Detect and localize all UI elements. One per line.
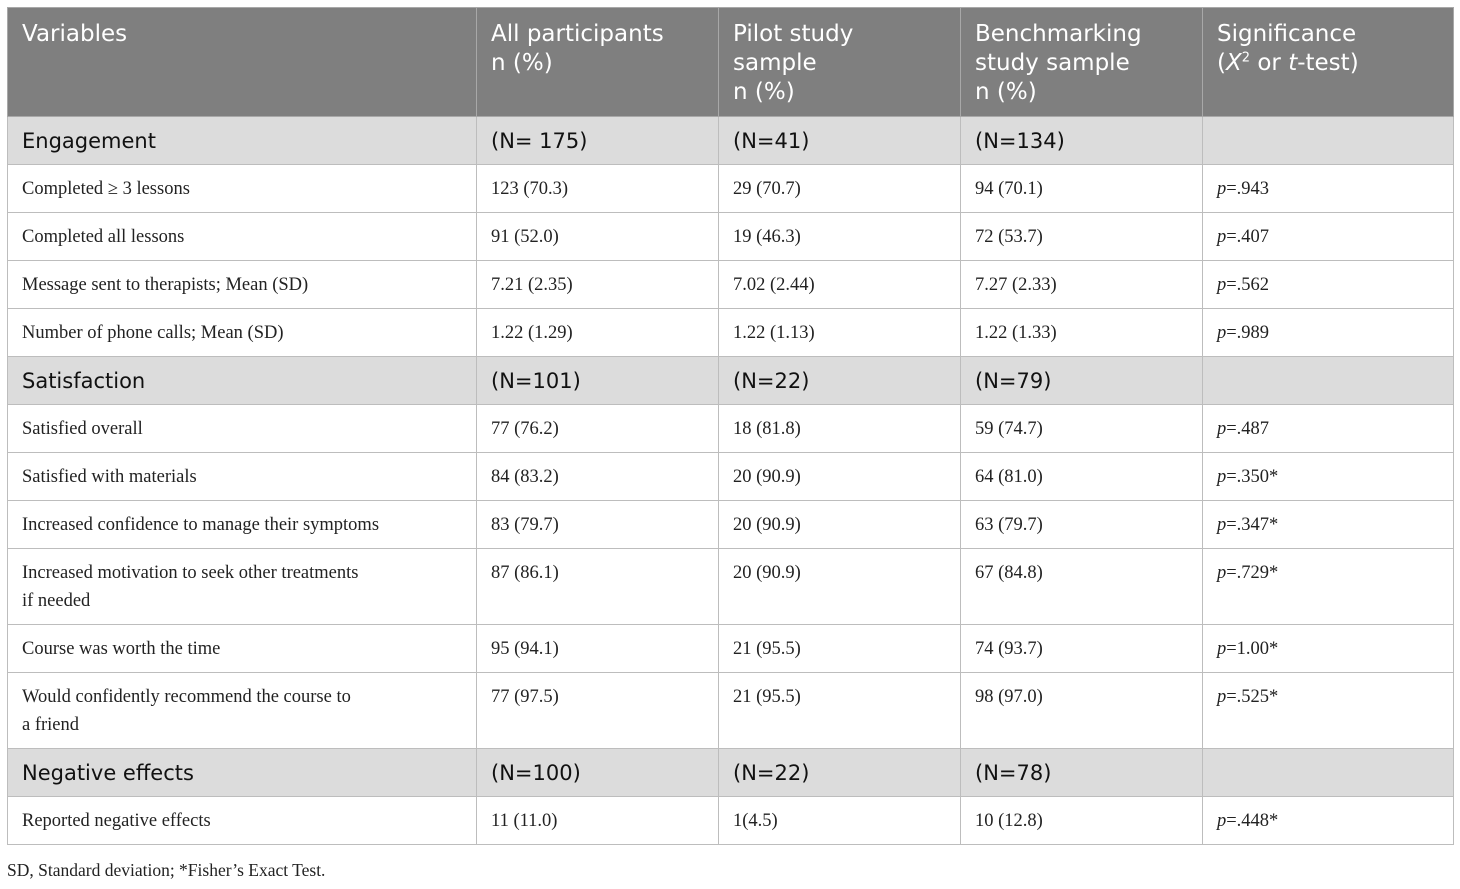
cell-pilot: 20 (90.9) [719,549,961,625]
section-label: Engagement [8,117,477,165]
cell-variable [8,797,477,845]
header-line: Benchmarking [975,21,1142,47]
cell-significance [1203,261,1454,309]
p-symbol: p [1217,639,1227,659]
table-container [7,7,1453,845]
cell-pilot: 1.22 (1.13) [719,309,961,357]
cell-all: 77 (97.5) [477,673,719,749]
cell-significance [1203,309,1454,357]
p-symbol: p [1217,179,1227,199]
cell-variable [8,549,477,625]
section-label: Negative effects [8,749,477,797]
cell-variable [8,165,477,213]
cell-significance [1203,625,1454,673]
header-line: n (%) [975,79,1037,105]
cell-variable [8,213,477,261]
paren: ( [1217,50,1226,76]
header-all-participants [477,8,719,117]
table-row [8,797,1454,845]
variable-line: Completed all lessons [22,227,185,247]
section-n-pilot: (N=22) [719,749,961,797]
cell-all: 83 (79.7) [477,501,719,549]
cell-variable [8,625,477,673]
superscript: 2 [1241,50,1251,66]
cell-variable [8,309,477,357]
cell-all: 84 (83.2) [477,453,719,501]
section-n-pilot: (N=41) [719,117,961,165]
cell-all: 7.21 (2.35) [477,261,719,309]
section-n-bench: (N=79) [961,357,1203,405]
p-value: =.350* [1226,467,1279,487]
header-significance [1203,8,1454,117]
cell-pilot: 20 (90.9) [719,453,961,501]
header-line: sample [733,50,817,76]
p-value: =.943 [1226,179,1270,199]
p-value: =.448* [1226,811,1279,831]
variable-line: Course was worth the time [22,639,221,659]
cell-bench: 67 (84.8) [961,549,1203,625]
variable-line: Satisfied with materials [22,467,197,487]
section-empty [1203,749,1454,797]
section-row [8,357,1454,405]
section-empty [1203,357,1454,405]
header-line: n (%) [491,50,553,76]
section-n-bench: (N=134) [961,117,1203,165]
cell-bench: 1.22 (1.33) [961,309,1203,357]
table-row [8,673,1454,749]
p-value: =1.00* [1226,639,1279,659]
or-text: or [1250,50,1289,76]
cell-pilot: 7.02 (2.44) [719,261,961,309]
variable-line: Satisfied overall [22,419,143,439]
p-value: =.347* [1226,515,1279,535]
cell-bench: 98 (97.0) [961,673,1203,749]
cell-variable [8,453,477,501]
cell-bench: 7.27 (2.33) [961,261,1203,309]
cell-bench: 10 (12.8) [961,797,1203,845]
cell-bench: 64 (81.0) [961,453,1203,501]
p-value: =.989 [1226,323,1270,343]
table-body [8,117,1454,845]
cell-pilot: 18 (81.8) [719,405,961,453]
table-row [8,261,1454,309]
table-row [8,625,1454,673]
p-symbol: p [1217,323,1227,343]
variable-line: Message sent to therapists; Mean (SD) [22,275,309,295]
variable-line: if needed [22,591,91,611]
p-symbol: p [1217,563,1227,583]
cell-all: 77 (76.2) [477,405,719,453]
header-pilot [719,8,961,117]
cell-significance [1203,501,1454,549]
p-value: =.487 [1226,419,1270,439]
cell-significance [1203,165,1454,213]
cell-variable [8,405,477,453]
p-symbol: p [1217,687,1227,707]
header-line: Variables [22,21,128,47]
t-symbol: t [1288,50,1298,76]
cell-all: 1.22 (1.29) [477,309,719,357]
cell-all: 95 (94.1) [477,625,719,673]
cell-pilot: 20 (90.9) [719,501,961,549]
variable-line: Completed ≥ 3 lessons [22,179,190,199]
header-line: Significance [1217,21,1357,47]
table-row [8,453,1454,501]
cell-all: 87 (86.1) [477,549,719,625]
chi-symbol: X [1225,50,1242,76]
variable-line: Would confidently recommend the course to [22,687,351,707]
variable-line: Increased confidence to manage their symptoms [22,515,380,535]
section-label: Satisfaction [8,357,477,405]
variable-line: Number of phone calls; Mean (SD) [22,323,284,343]
section-n-all: (N= 175) [477,117,719,165]
p-value: =.525* [1226,687,1279,707]
header-line: Pilot study [733,21,854,47]
cell-all: 11 (11.0) [477,797,719,845]
table-row [8,165,1454,213]
cell-bench: 63 (79.7) [961,501,1203,549]
cell-variable [8,261,477,309]
header-benchmarking [961,8,1203,117]
section-row [8,117,1454,165]
cell-bench: 74 (93.7) [961,625,1203,673]
test-text: -test) [1297,50,1359,76]
cell-significance [1203,797,1454,845]
table-row [8,549,1454,625]
cell-significance [1203,213,1454,261]
variable-line: a friend [22,715,80,735]
cell-bench: 59 (74.7) [961,405,1203,453]
cell-bench: 72 (53.7) [961,213,1203,261]
header-line [1217,49,1439,78]
section-n-all: (N=101) [477,357,719,405]
header-line: n (%) [733,79,795,105]
variable-line: Reported negative effects [22,811,211,831]
p-symbol: p [1217,275,1227,295]
p-symbol: p [1217,515,1227,535]
cell-pilot: 19 (46.3) [719,213,961,261]
cell-significance [1203,549,1454,625]
table-footnote: SD, Standard deviation; *Fisher’s Exact Test. [7,860,326,880]
section-row [8,749,1454,797]
cell-all: 91 (52.0) [477,213,719,261]
p-value: =.729* [1226,563,1279,583]
cell-significance [1203,405,1454,453]
variable-line: Increased motivation to seek other treatments [22,563,359,583]
p-symbol: p [1217,467,1227,487]
p-symbol: p [1217,227,1227,247]
cell-variable [8,673,477,749]
section-n-bench: (N=78) [961,749,1203,797]
cell-pilot: 21 (95.5) [719,673,961,749]
cell-pilot: 29 (70.7) [719,165,961,213]
header-line: All participants [491,21,664,47]
section-n-all: (N=100) [477,749,719,797]
header-row [8,8,1454,117]
cell-significance [1203,673,1454,749]
table-row [8,309,1454,357]
cell-significance [1203,453,1454,501]
p-value: =.562 [1226,275,1270,295]
table-row [8,501,1454,549]
table-row [8,213,1454,261]
header-line: study sample [975,50,1130,76]
table-row [8,405,1454,453]
p-symbol: p [1217,419,1227,439]
cell-variable [8,501,477,549]
p-value: =.407 [1226,227,1270,247]
header-variables [8,8,477,117]
cell-pilot: 21 (95.5) [719,625,961,673]
results-table [7,7,1454,845]
cell-all: 123 (70.3) [477,165,719,213]
section-n-pilot: (N=22) [719,357,961,405]
cell-bench: 94 (70.1) [961,165,1203,213]
section-empty [1203,117,1454,165]
p-symbol: p [1217,811,1227,831]
cell-pilot: 1(4.5) [719,797,961,845]
